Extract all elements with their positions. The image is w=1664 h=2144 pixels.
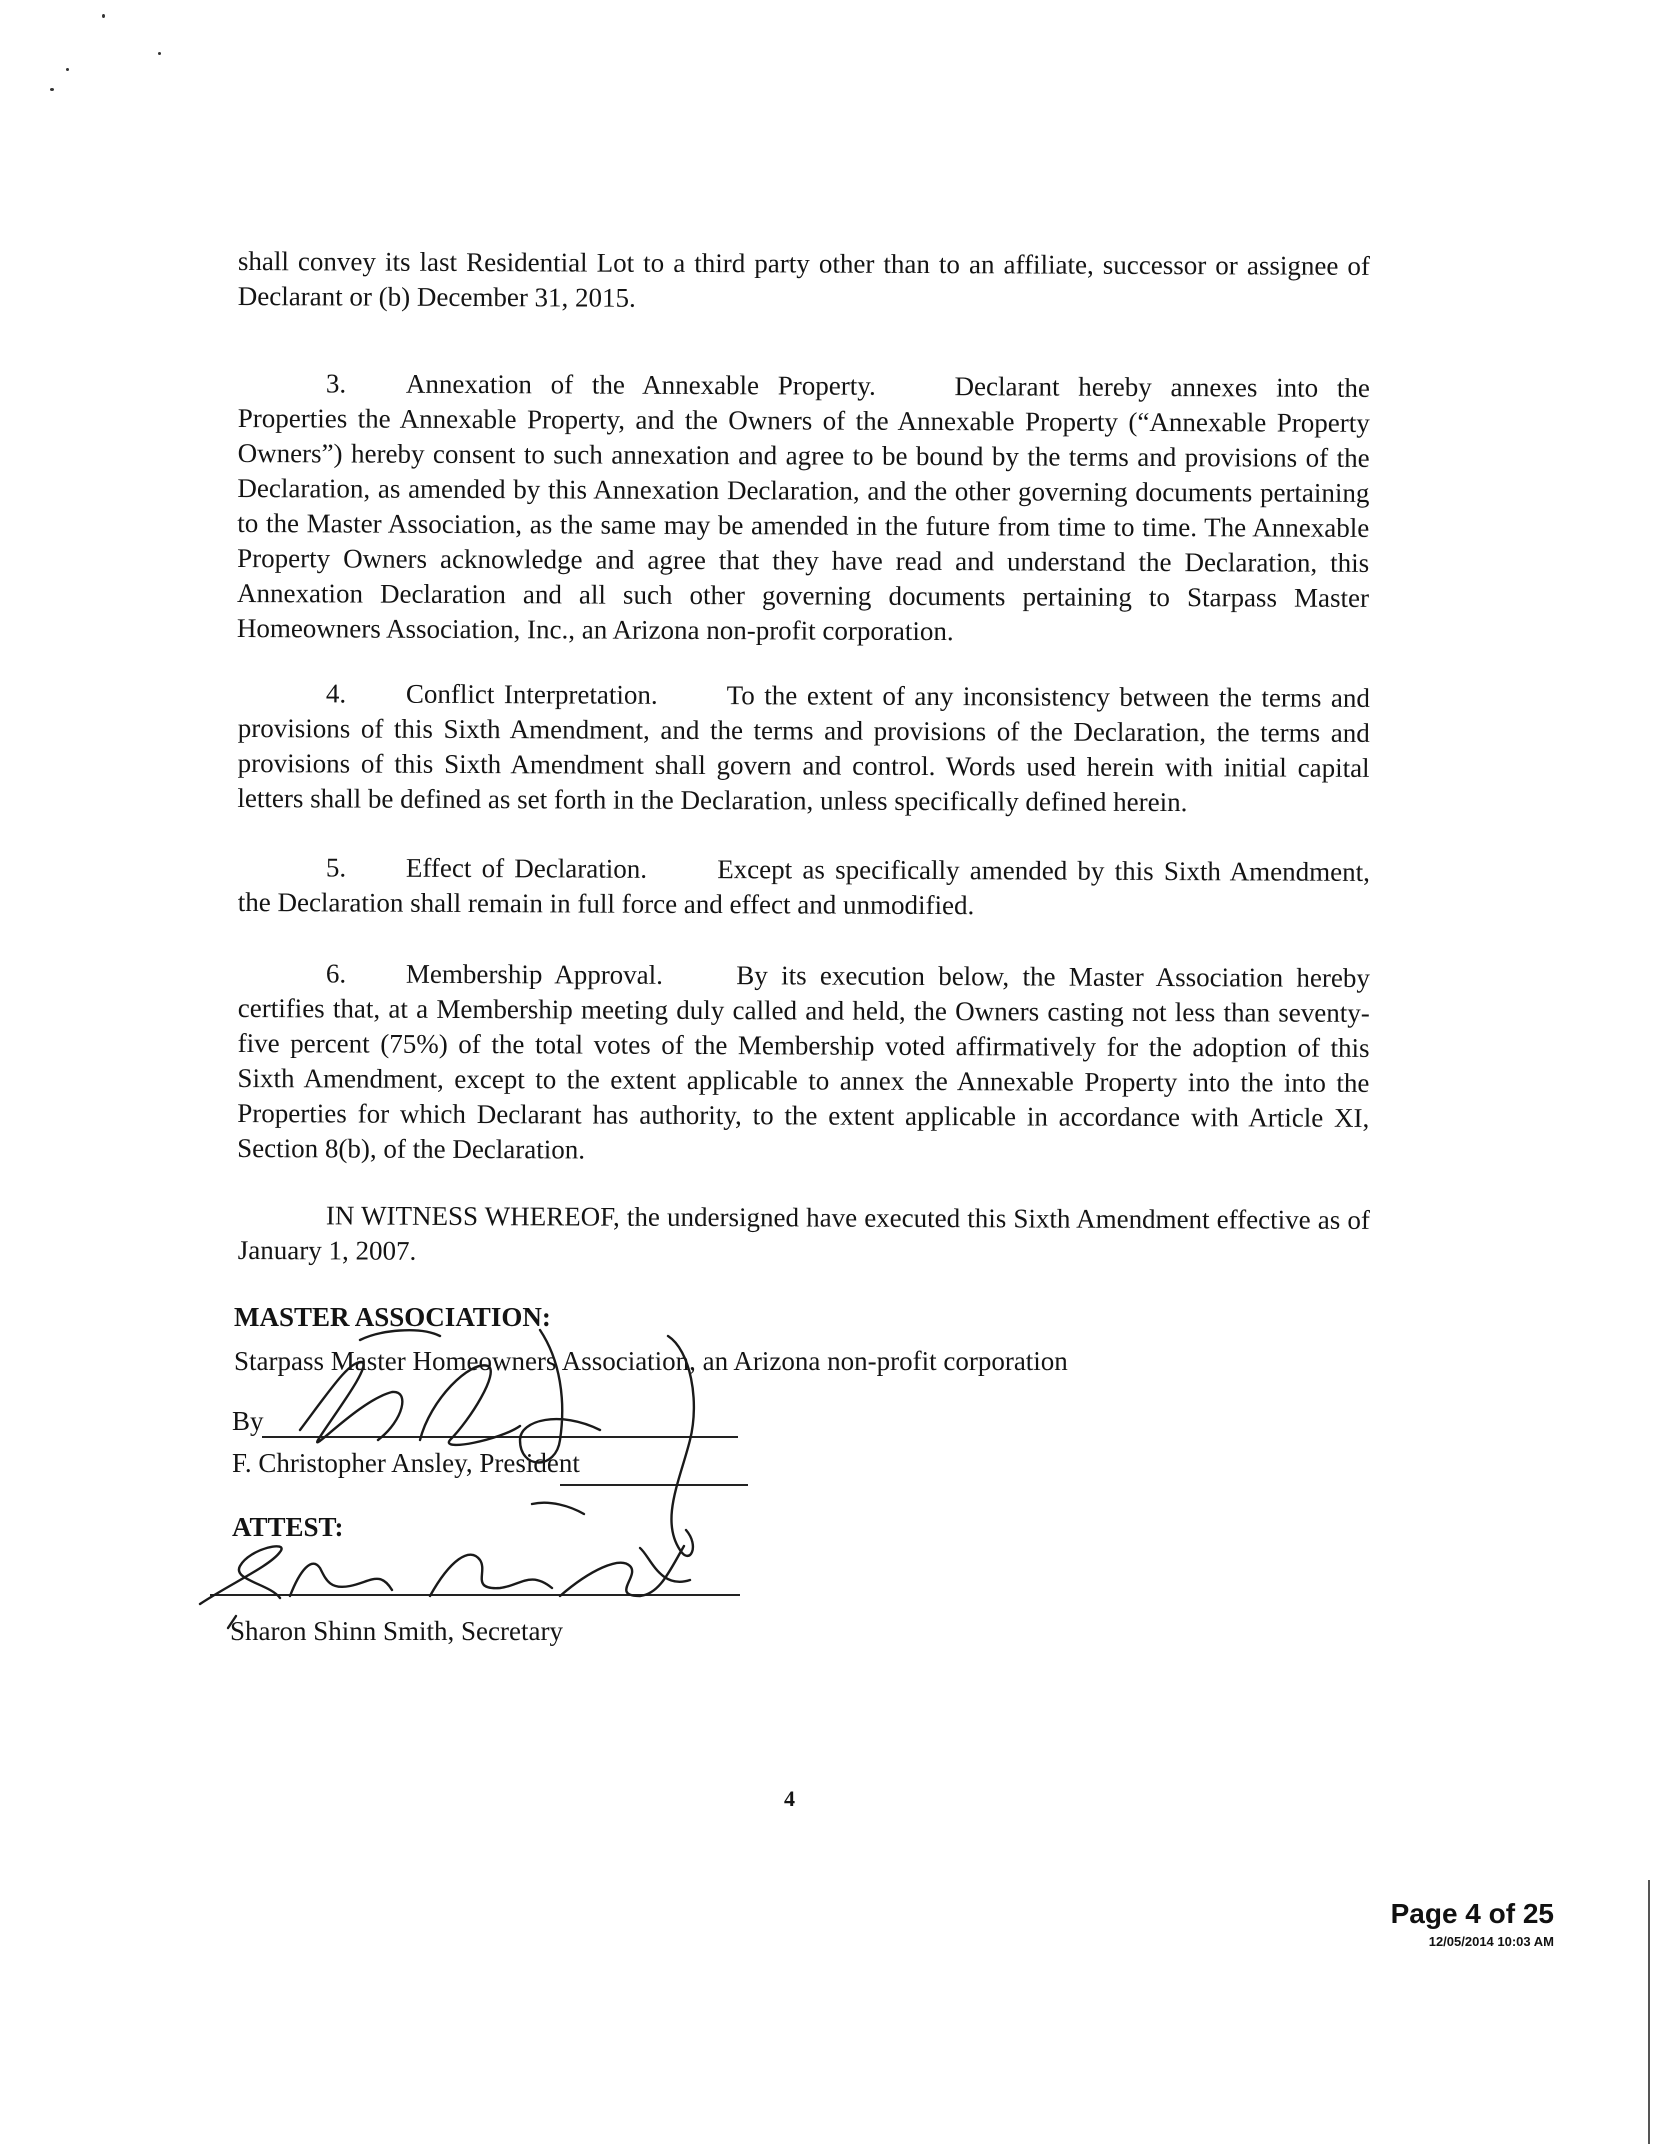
section-number: 5. [325, 852, 347, 883]
president-signer: F. Christopher Ansley, President [232, 1448, 580, 1478]
secretary-signer: Sharon Shinn Smith, Secretary [230, 1616, 563, 1646]
footer-page-label: Page 4 of 25 [1390, 1898, 1554, 1929]
footer-timestamp: 12/05/2014 10:03 AM [1428, 1934, 1554, 1949]
section-heading: Conflict Interpretation. [405, 678, 658, 710]
page-number: 4 [784, 1786, 795, 1811]
section-body: Declarant hereby annexes into the Properties the Annexable Property, and the Owners of the Annexable Property (“Annexable Property Owners”) hereby consent to such annexation and agree to be bound by the terms and provisions of the Declaration, as amended by this Annexation Declaration, and the other governing documents pertaining to the Master Association, as the same may be amended in the future from time to time. The Annexable Property Owners acknowledge and agree that they have read and understand the Declaration, this Annexation Declaration and all such other governing documents pertaining to Starpass Master Homeowners Association, Inc., an Arizona non-profit corporation. [236, 371, 1370, 647]
section-body: Except as specifically amended by this Sixth Amendment, the Declaration shall remain in full force and effect and unmodified. [237, 854, 1370, 921]
attest-label: ATTEST: [232, 1512, 344, 1542]
section-heading: Annexation of the Annexable Property. [405, 368, 876, 401]
section-number: 3. [325, 368, 347, 399]
section-body: To the extent of any inconsistency between the terms and provisions of this Sixth Amendment, and the terms and provisions of the Declaration, the terms and provisions of this Sixth Amendment shall govern and control. Words used herein with initial capital letters shall be defined as set forth in the Declaration, unless specifically defined herein. [237, 680, 1371, 818]
by-label: By [232, 1406, 264, 1436]
section-number: 6. [325, 958, 347, 989]
witness-text: IN WITNESS WHEREOF, the undersigned have executed this Sixth Amendment effective as of January 1, 2007. [237, 1200, 1370, 1266]
master-association-entity: Starpass Master Homeowners Association, an Arizona non-profit corporation [234, 1346, 1068, 1376]
master-association-label: MASTER ASSOCIATION: [234, 1302, 551, 1332]
section-heading: Effect of Declaration. [405, 852, 648, 884]
section-heading: Membership Approval. [405, 958, 664, 990]
scan-edge-line [1648, 1880, 1650, 2144]
intro-paragraph: shall convey its last Residential Lot to a third party other than to an affiliate, successor or assignee of Declarant or (b) December 31, 2015. [237, 245, 1370, 313]
section-body: By its execution below, the Master Association hereby certifies that, at a Membership meeting duly called and held, the Owners casting not less than seventy-five percent (75%) of the total votes of the Membership voted affirmatively for the adoption of this Sixth Amendment, except to the extent applicable to annex the Annexable Property into the into the Properties for which Declarant has authority, to the extent applicable in accordance with Article XI, Section 8(b), of the Declaration. [237, 960, 1370, 1165]
section-number: 4. [325, 678, 347, 709]
